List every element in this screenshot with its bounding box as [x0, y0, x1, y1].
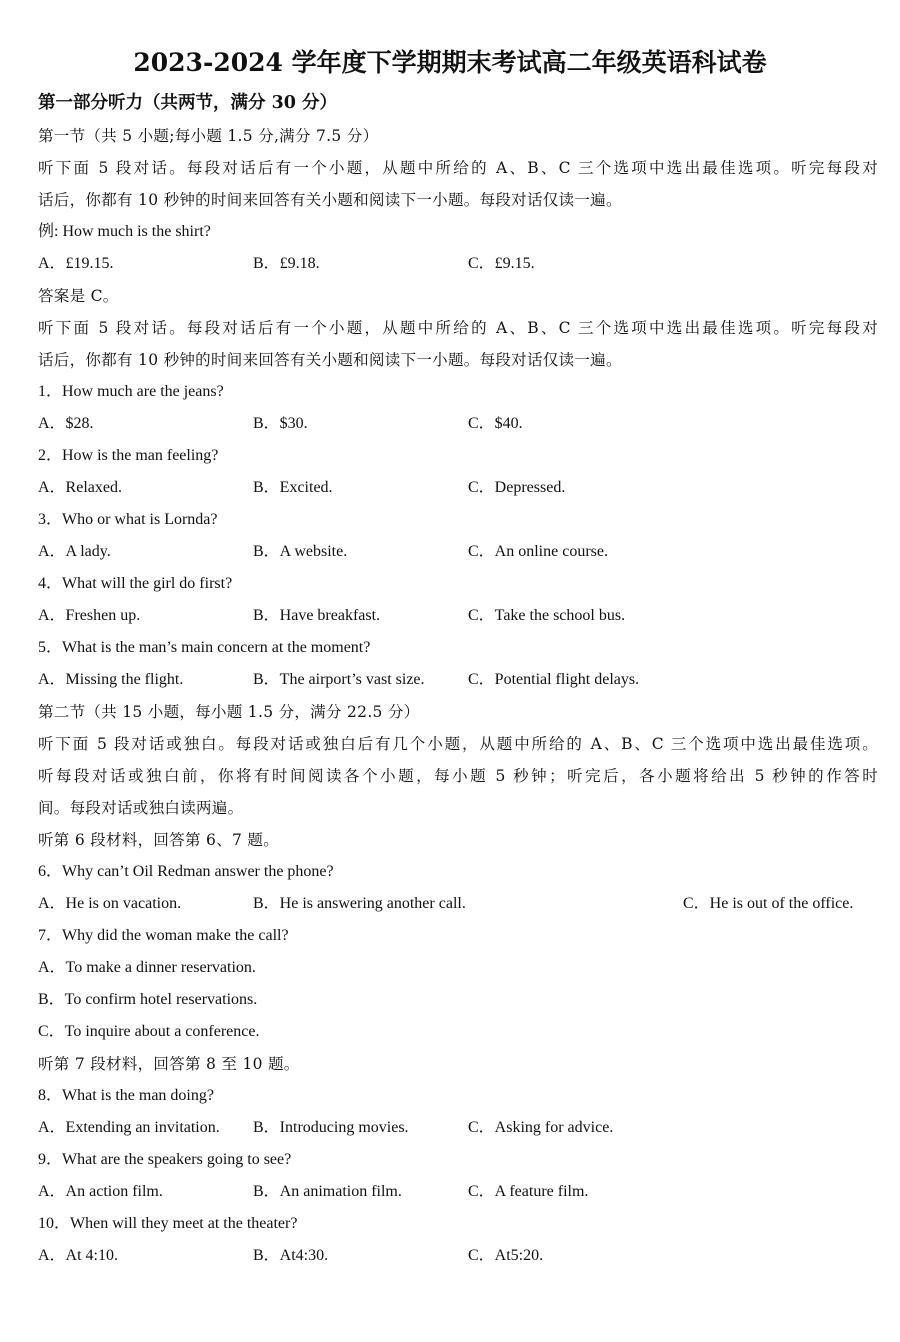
- material-6-heading: 听第 6 段材料，回答第 6、7 题。: [38, 831, 279, 849]
- question-3: 3．Who or what is Lornda?: [38, 511, 218, 528]
- example-options: [0, 253, 900, 275]
- question-2-options: [0, 477, 900, 499]
- q5-option-a: A．Missing the flight.: [38, 671, 184, 688]
- section1-instruction2-line1: 听下面 5 段对话。每段对话后有一个小题，从题中所给的 A、B、C 三个选项中选出最佳选项。听完每段对: [38, 319, 878, 337]
- q5-option-c: C．Potential flight delays.: [468, 671, 640, 688]
- question-5-options: [0, 669, 900, 691]
- example-option-b: B．£9.18.: [253, 255, 320, 272]
- section2-instruction-line3: 间。每段对话或独白读两遍。: [38, 799, 244, 817]
- q8-option-c: C．Asking for advice.: [468, 1119, 614, 1136]
- q7-option-b: B．To confirm hotel reservations.: [38, 991, 258, 1008]
- q3-option-b: B．A website.: [253, 543, 348, 560]
- question-5: 5．What is the man’s main concern at the moment?: [38, 639, 371, 656]
- q8-option-a: A．Extending an invitation.: [38, 1119, 220, 1136]
- q7-option-a: A．To make a dinner reservation.: [38, 959, 256, 976]
- question-9: 9．What are the speakers going to see?: [38, 1151, 292, 1168]
- q2-option-b: B．Excited.: [253, 479, 333, 496]
- q4-option-b: B．Have breakfast.: [253, 607, 381, 624]
- q2-option-c: C．Depressed.: [468, 479, 566, 496]
- example-option-c: C．£9.15.: [468, 255, 535, 272]
- question-8: 8．What is the man doing?: [38, 1087, 214, 1104]
- material-7-heading: 听第 7 段材料，回答第 8 至 10 题。: [38, 1055, 300, 1073]
- section1-instruction2-line2: 话后，你都有 10 秒钟的时间来回答有关小题和阅读下一小题。每段对话仅读一遍。: [38, 351, 622, 369]
- question-1-options: [0, 413, 900, 435]
- q5-option-b: B．The airport’s vast size.: [253, 671, 425, 688]
- q8-option-b: B．Introducing movies.: [253, 1119, 409, 1136]
- exam-title: 2023-2024 学年度下学期期末考试高二年级英语科试卷: [133, 48, 767, 77]
- question-8-options: [0, 1117, 900, 1139]
- section1-heading: 第一节（共 5 小题;每小题 1.5 分,满分 7.5 分）: [38, 127, 379, 145]
- q2-option-a: A．Relaxed.: [38, 479, 122, 496]
- part1-heading: 第一部分听力（共两节，满分 30 分）: [38, 93, 338, 113]
- question-10-options: [0, 1245, 900, 1267]
- q10-option-a: A．At 4:10.: [38, 1247, 119, 1264]
- example-answer: 答案是 C。: [38, 287, 119, 305]
- question-6: 6．Why can’t Oil Redman answer the phone?: [38, 863, 334, 880]
- question-4-options: [0, 605, 900, 627]
- question-2: 2．How is the man feeling?: [38, 447, 219, 464]
- section1-instruction-line2: 话后，你都有 10 秒钟的时间来回答有关小题和阅读下一小题。每段对话仅读一遍。: [38, 191, 622, 209]
- q1-option-c: C．$40.: [468, 415, 523, 432]
- example-question: 例: How much is the shirt?: [38, 223, 211, 240]
- q6-option-a: A．He is on vacation.: [38, 895, 182, 912]
- q3-option-a: A．A lady.: [38, 543, 111, 560]
- question-6-options: [0, 893, 900, 915]
- section2-instruction-line1: 听下面 5 段对话或独白。每段对话或独白后有几个小题，从题中所给的 A、B、C 三个选项中选出最佳选项。: [38, 735, 878, 753]
- section2-instruction-line2: 听每段对话或独白前，你将有时间阅读各个小题，每小题 5 秒钟；听完后，各小题将给出 5 秒钟的作答时: [38, 767, 878, 785]
- q1-option-b: B．$30.: [253, 415, 308, 432]
- question-10: 10．When will they meet at the theater?: [38, 1215, 298, 1232]
- section1-instruction-line1: 听下面 5 段对话。每段对话后有一个小题，从题中所给的 A、B、C 三个选项中选出最佳选项。听完每段对: [38, 159, 878, 177]
- example-option-a: A．£19.15.: [38, 255, 114, 272]
- question-1: 1．How much are the jeans?: [38, 383, 224, 400]
- question-4: 4．What will the girl do first?: [38, 575, 233, 592]
- q10-option-b: B．At4:30.: [253, 1247, 329, 1264]
- q6-option-b: B．He is answering another call.: [253, 895, 466, 912]
- q10-option-c: C．At5:20.: [468, 1247, 544, 1264]
- q6-option-c: C．He is out of the office.: [683, 895, 854, 912]
- section2-heading: 第二节（共 15 小题，每小题 1.5 分，满分 22.5 分）: [38, 703, 420, 721]
- question-3-options: [0, 541, 900, 563]
- q9-option-c: C．A feature film.: [468, 1183, 589, 1200]
- question-9-options: [0, 1181, 900, 1203]
- q3-option-c: C．An online course.: [468, 543, 608, 560]
- q4-option-a: A．Freshen up.: [38, 607, 141, 624]
- q9-option-a: A．An action film.: [38, 1183, 163, 1200]
- q9-option-b: B．An animation film.: [253, 1183, 402, 1200]
- q1-option-a: A．$28.: [38, 415, 94, 432]
- q7-option-c: C．To inquire about a conference.: [38, 1023, 260, 1040]
- question-7: 7．Why did the woman make the call?: [38, 927, 289, 944]
- q4-option-c: C．Take the school bus.: [468, 607, 626, 624]
